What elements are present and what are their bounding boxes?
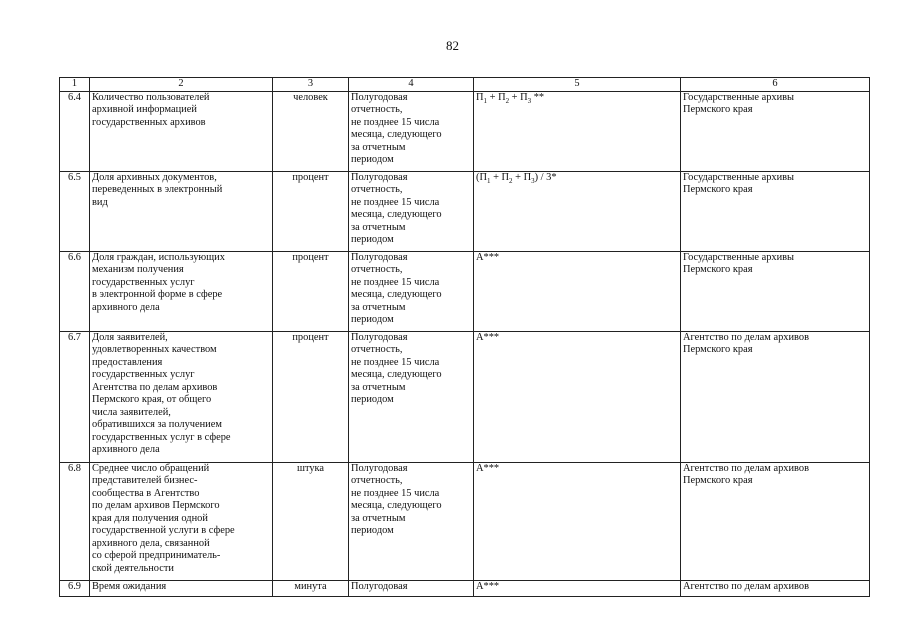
- data-source: Агентство по делам архивов Пермского края: [681, 462, 870, 580]
- formula: $(П_1 + П_2 + П_3) / 3*$: [474, 171, 681, 251]
- reporting-period: Полугодовая отчетность, не позднее 15 числа месяца, следующего за отчетным периодом: [349, 462, 474, 580]
- data-source: Государственные архивы Пермского края: [681, 251, 870, 331]
- table-row: [60, 462, 870, 580]
- indicators-table: [59, 77, 870, 597]
- unit: минута: [273, 580, 349, 596]
- formula: А***: [474, 580, 681, 596]
- table-row: [60, 580, 870, 596]
- unit: человек: [273, 91, 349, 171]
- header-row: [60, 78, 870, 92]
- table-row: [60, 331, 870, 462]
- row-number: 6.9: [60, 580, 90, 596]
- data-source: Государственные архивы Пермского края: [681, 171, 870, 251]
- page-number: 82: [446, 38, 459, 53]
- data-source: Агентство по делам архивов: [681, 580, 870, 596]
- indicator-name: Среднее число обращений представителей бизнес- сообщества в Агентство по делам архивов Пермского края для получения одной государственной услуги в сфере архивного дела, связанной со сферой предприниматель- ской деятельности: [90, 462, 273, 580]
- row-number: 6.5: [60, 171, 90, 251]
- header-cell: 3: [273, 78, 349, 92]
- reporting-period: Полугодовая отчетность, не позднее 15 числа месяца, следующего за отчетным периодом: [349, 331, 474, 462]
- reporting-period: Полугодовая отчетность, не позднее 15 числа месяца, следующего за отчетным периодом: [349, 91, 474, 171]
- table-row: [60, 251, 870, 331]
- data-source: Государственные архивы Пермского края: [681, 91, 870, 171]
- unit: процент: [273, 331, 349, 462]
- indicator-name: Время ожидания: [90, 580, 273, 596]
- indicator-name: Количество пользователей архивной информацией государственных архивов: [90, 91, 273, 171]
- indicator-name: Доля заявителей, удовлетворенных качеством предоставления государственных услуг Агентства по делам архивов Пермского края, от общего числа заявителей, обратившихся за получением государственных услуг в сфере архивного дела: [90, 331, 273, 462]
- header-cell: 4: [349, 78, 474, 92]
- header-cell: 2: [90, 78, 273, 92]
- header-cell: 5: [474, 78, 681, 92]
- header-cell: 6: [681, 78, 870, 92]
- indicator-name: Доля граждан, использующих механизм получения государственных услуг в электронной форме в сфере архивного дела: [90, 251, 273, 331]
- unit: процент: [273, 171, 349, 251]
- row-number: 6.8: [60, 462, 90, 580]
- reporting-period: Полугодовая: [349, 580, 474, 596]
- indicator-name: Доля архивных документов, переведенных в электронный вид: [90, 171, 273, 251]
- formula: А***: [474, 462, 681, 580]
- unit: штука: [273, 462, 349, 580]
- row-number: 6.7: [60, 331, 90, 462]
- row-number: 6.4: [60, 91, 90, 171]
- data-source: Агентство по делам архивов Пермского края: [681, 331, 870, 462]
- reporting-period: Полугодовая отчетность, не позднее 15 числа месяца, следующего за отчетным периодом: [349, 171, 474, 251]
- header-cell: 1: [60, 78, 90, 92]
- unit: процент: [273, 251, 349, 331]
- formula: А***: [474, 331, 681, 462]
- table-row: [60, 91, 870, 171]
- table-row: [60, 171, 870, 251]
- row-number: 6.6: [60, 251, 90, 331]
- formula: А***: [474, 251, 681, 331]
- reporting-period: Полугодовая отчетность, не позднее 15 числа месяца, следующего за отчетным периодом: [349, 251, 474, 331]
- formula: $П_1 + П_2 + П_3$ **: [474, 91, 681, 171]
